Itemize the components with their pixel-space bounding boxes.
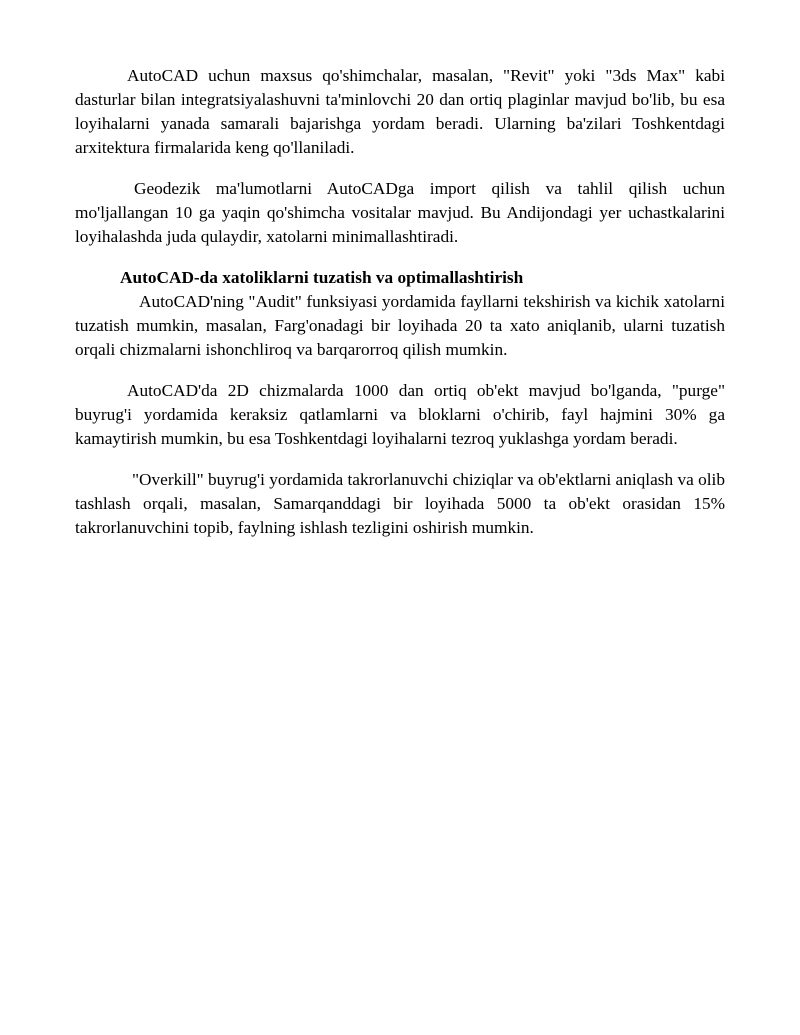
- paragraph-overkill: "Overkill" buyrug'i yordamida takrorlanuvchi chiziqlar va ob'ektlarni aniqlash va olib tashlash orqali, masalan, Samarqanddagi bir loyihada 5000 ta ob'ekt orasidan 15% takrorlanuvchini topib, faylning ishlash tezligini oshirish mumkin.: [75, 470, 725, 537]
- paragraph-plugins: AutoCAD uchun maxsus qo'shimchalar, masalan, "Revit" yoki "3ds Max" kabi dasturlar bilan integratsiyalashuvni ta'minlovchi 20 dan ortiq plaginlar mavjud bo'lib, bu esa loyihalarni yanada samarali bajarishga yordam beradi. Ularning ba'zilari Toshkentdagi arxitektura firmalarida keng qo'llaniladi.: [75, 66, 725, 157]
- section-heading: AutoCAD-da xatoliklarni tuzatish va optimallashtirish: [120, 268, 524, 287]
- paragraph-geodesy: Geodezik ma'lumotlarni AutoCADga import qilish va tahlil qilish uchun mo'ljallangan 10 ga yaqin qo'shimcha vositalar mavjud. Bu Andijondagi yer uchastkalarini loyihalashda juda qulaydir, xatolarni minimallashtiradi.: [75, 179, 725, 246]
- paragraph-audit: AutoCAD'ning "Audit" funksiyasi yordamida fayllarni tekshirish va kichik xatolarni tuzatish mumkin, masalan, Farg'onadagi bir loyihada 20 ta xato aniqlanib, ularni tuzatish orqali chizmalarni ishonchliroq va barqarorroq qilish mumkin.: [75, 292, 725, 359]
- paragraph-purge: AutoCAD'da 2D chizmalarda 1000 dan ortiq ob'ekt mavjud bo'lganda, "purge" buyrug'i yordamida keraksiz qatlamlarni va bloklarni o'chirib, fayl hajmini 30% ga kamaytirish mumkin, bu esa Toshkentdagi loyihalarni tezroq yuklashga yordam beradi.: [75, 381, 725, 448]
- document-body: [75, 64, 725, 540]
